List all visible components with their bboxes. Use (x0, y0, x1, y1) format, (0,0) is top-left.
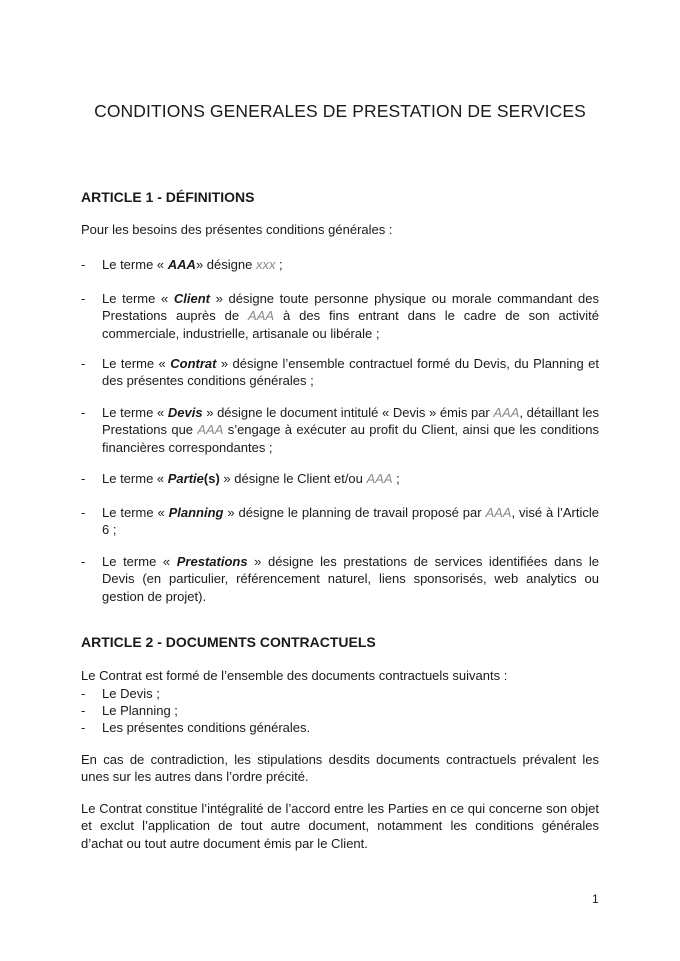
definition-item-partie (81, 470, 599, 487)
definition-item-contrat (81, 355, 599, 390)
item-text: Le terme « (102, 291, 174, 306)
list-dash: - (81, 554, 86, 569)
defined-term: Planning (168, 505, 224, 520)
definition-item-devis (81, 404, 599, 456)
article1-heading: ARTICLE 1 - DÉFINITIONS (81, 189, 255, 205)
list-item (81, 702, 599, 719)
item-text: » désigne le Client et/ou (219, 471, 367, 486)
placeholder-text: xxx (255, 257, 276, 272)
definition-item-client (81, 290, 599, 342)
list-dash: - (81, 405, 86, 420)
placeholder-text: AAA (248, 308, 275, 324)
definition-item-prestations (81, 553, 599, 605)
list-dash: - (81, 686, 86, 701)
item-text: » désigne le planning de travail proposé par (223, 505, 486, 520)
item-text: s’engage à exécuter au profit du Client, ainsi que les conditions financières correspondantes ; (102, 422, 599, 455)
list-dash: - (81, 257, 86, 272)
document-title: CONDITIONS GENERALES DE PRESTATION DE SERVICES (94, 101, 586, 121)
item-text: Le terme « (102, 554, 177, 569)
item-text: Le terme « (102, 471, 168, 486)
article2-paragraph-precedence: En cas de contradiction, les stipulations desdits documents contractuels prévalent les unes sur les autres dans l’ordre précité. (81, 752, 599, 785)
item-text: ; (392, 471, 400, 486)
list-item-text: Le Planning ; (102, 703, 178, 718)
placeholder-text: AAA (366, 471, 393, 486)
item-text: » désigne l’ensemble contractuel formé du Devis, du Planning et des présentes conditions générales ; (102, 356, 600, 389)
placeholder-text: AAA (485, 505, 512, 520)
article2-intro: Le Contrat est formé de l’ensemble des documents contractuels suivants : (81, 668, 508, 683)
item-text: » désigne le document intitulé « Devis » émis par (202, 405, 494, 420)
list-item (81, 685, 599, 702)
list-item-text: Les présentes conditions générales. (102, 720, 311, 735)
item-text: » désigne (195, 257, 256, 272)
placeholder-text: AAA (493, 405, 520, 420)
list-dash: - (81, 720, 86, 735)
defined-term: Partie (167, 471, 204, 486)
definition-item-aaa (81, 256, 599, 273)
item-text: Le terme « (102, 505, 169, 520)
article2-paragraph-entire-agreement: Le Contrat constitue l’intégralité de l’accord entre les Parties en ce qui concerne son objet et exclut l’application de tout autre document, notamment les conditions générales d’achat ou tout autre document émis par le Client. (81, 801, 599, 851)
article2-heading: ARTICLE 2 - DOCUMENTS CONTRACTUELS (81, 634, 376, 650)
list-dash: - (81, 703, 86, 718)
list-dash: - (81, 356, 86, 371)
page-number: 1 (592, 892, 599, 906)
item-text: , détaillant les Prestations que (102, 405, 599, 438)
definition-item-planning (81, 504, 599, 539)
defined-term: AAA (167, 257, 196, 272)
defined-term: Contrat (170, 356, 217, 371)
item-text: ; (275, 257, 283, 272)
defined-term: Prestations (176, 554, 248, 569)
item-text: Le terme « (102, 356, 171, 371)
article1-intro: Pour les besoins des présentes conditions générales : (81, 222, 393, 237)
item-text: , visé à l’Article 6 ; (102, 505, 599, 538)
list-dash: - (81, 291, 86, 306)
list-dash: - (81, 505, 86, 520)
list-dash: - (81, 471, 86, 486)
item-text: » désigne les prestations de services identifiées dans le Devis (en particulier, référencement naturel, liens sponsorisés, web analytics ou gestion de projet). (102, 554, 599, 604)
item-text: » désigne toute personne physique ou morale commandant des Prestations auprès de (102, 291, 599, 324)
list-item (81, 719, 599, 736)
defined-term: Client (173, 291, 210, 306)
defined-term: Devis (167, 405, 203, 420)
defined-term-suffix: (s) (203, 471, 220, 486)
placeholder-text: AAA (197, 422, 224, 438)
item-text: Le terme « (102, 257, 168, 272)
list-item-text: Le Devis ; (102, 686, 160, 701)
item-text: à des fins entrant dans le cadre de son activité commerciale, industrielle, artisanale ou libérale ; (102, 308, 600, 341)
item-text: Le terme « (102, 405, 168, 420)
